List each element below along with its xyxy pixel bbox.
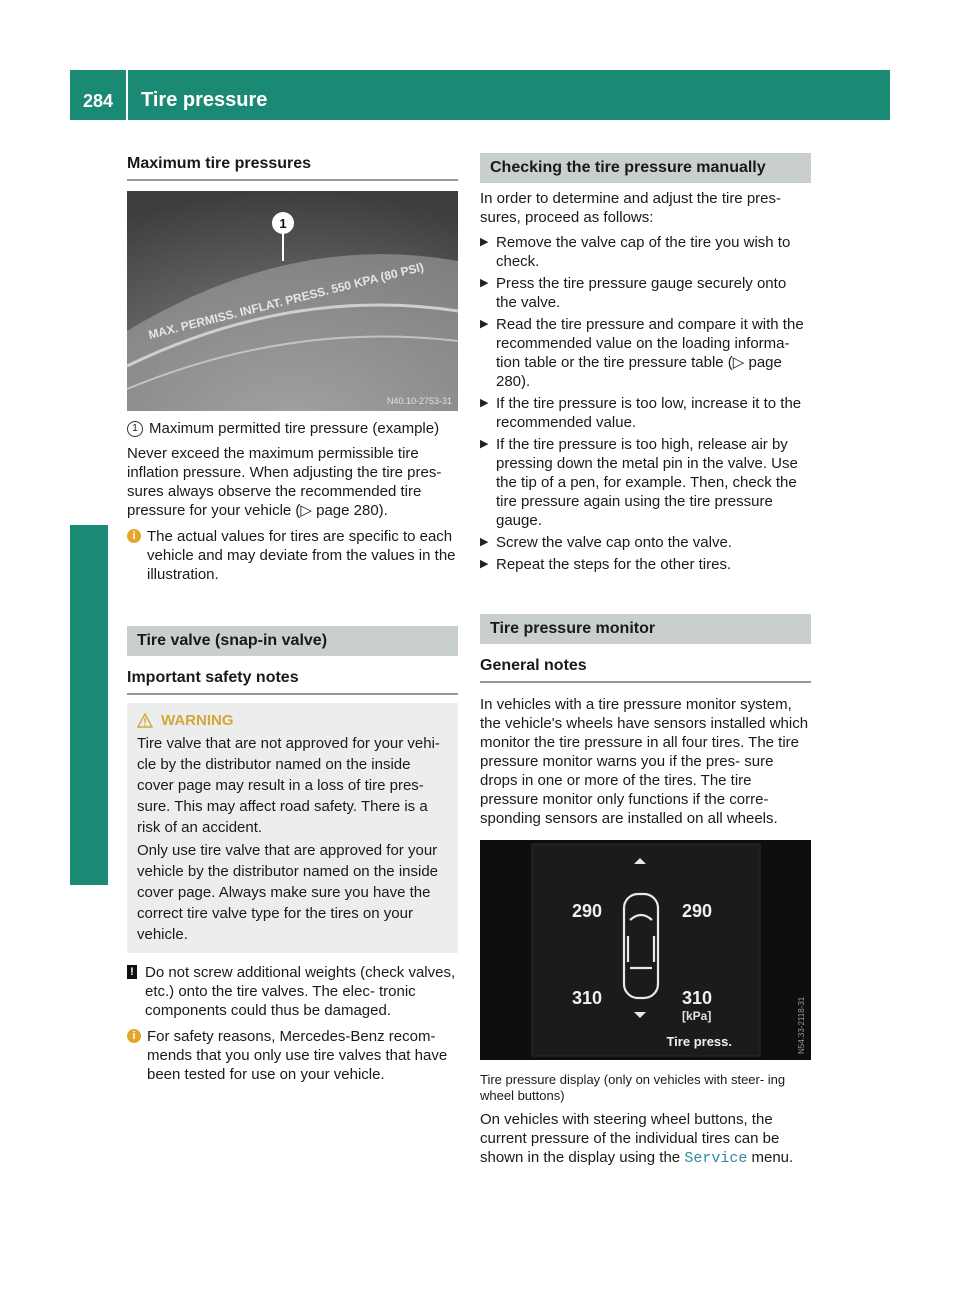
section-bar-tire-valve: Tire valve (snap-in valve) xyxy=(127,626,458,656)
callout-1: 1 xyxy=(279,216,287,231)
list-item: ▶ Press the tire pressure gauge securely onto the valve. xyxy=(480,275,787,311)
info-icon: i xyxy=(127,1029,141,1043)
left-column xyxy=(127,154,458,1084)
image-caption xyxy=(127,419,458,438)
warning-text-2: Only use tire valve that are approved for your vehicle by the distributor named on the inside cover page. Always make sure you have the correct tire valve type for the tires on your vehicle. xyxy=(137,842,439,943)
exclamation-icon: ! xyxy=(127,965,137,979)
intro-text: In order to determine and adjust the tire pres- sures, proceed as follows: xyxy=(480,190,781,226)
list-item: ▶ Screw the valve cap onto the valve. xyxy=(480,534,732,551)
section-bar-checking: Checking the tire pressure manually xyxy=(480,153,811,183)
sidewall-text: MAX. PERMISS. INFLAT. PRESS. 550 KPA (80 PSI) xyxy=(146,259,426,342)
warning-box xyxy=(127,703,458,953)
right-column xyxy=(480,153,811,1168)
display-caption: Tire pressure display (only on vehicles with steer- ing wheel buttons) xyxy=(480,1072,786,1103)
bullet-arrow-icon: ▶ xyxy=(480,277,489,289)
service-menu-term: Service xyxy=(684,1150,748,1167)
bullet-arrow-icon: ▶ xyxy=(480,438,489,450)
list-item: ▶ Remove the valve cap of the tire you wish to check. xyxy=(480,234,791,270)
page-title: Tire pressure xyxy=(141,89,268,111)
list-item: ▶ If the tire pressure is too high, release air by pressing down the metal pin in the valve. Use the tip of a pen, for example. Then, check the tire pressure again using the tire pressure gauge. xyxy=(480,436,798,529)
caption-text: Maximum permitted tire pressure (example) xyxy=(149,420,440,437)
display-label: Tire press. xyxy=(666,1034,732,1049)
warning-triangle-icon xyxy=(137,713,153,728)
warning-text-1: Tire valve that are not approved for your vehi- cle by the distributor named on the inside cover page may result in a loss of tire pres- sure. This may affect road safety. There is a risk of an accident. xyxy=(137,735,440,836)
bullet-arrow-icon: ▶ xyxy=(480,397,489,409)
front-left-pressure: 290 xyxy=(572,901,603,921)
section-title-general: General notes xyxy=(480,656,811,683)
info-note-2-text: For safety reasons, Mercedes-Benz recom- mends that you only use tire valves that have been tested for use on your vehicle. xyxy=(147,1028,448,1083)
list-item: ▶ Read the tire pressure and compare it with the recommended value on the loading informa- tion table or the tire pressure table (▷ page 280). xyxy=(480,316,804,390)
section-title-max-pressures: Maximum tire pressures xyxy=(127,154,458,181)
list-item: ▶ Repeat the steps for the other tires. xyxy=(480,556,732,573)
bullet-arrow-icon: ▶ xyxy=(480,536,489,548)
warning-heading: WARNING xyxy=(161,712,234,729)
header-divider xyxy=(126,70,128,120)
rear-left-pressure: 310 xyxy=(572,988,603,1008)
rear-right-pressure: 310 xyxy=(682,988,713,1008)
paragraph-monitor: In vehicles with a tire pressure monitor system, the vehicle's wheels have sensors installed which monitor the tire pressure in all four tires. The tire pressure monitor warns you if the pres- sure drops in one or more of the tires. The tire pressure monitor only functions if the corre- sponding sensors are installed on all wheels. xyxy=(480,696,809,827)
bullet-arrow-icon: ▶ xyxy=(480,558,489,570)
bullet-arrow-icon: ▶ xyxy=(480,236,489,248)
chapter-tab-label: Wheels and tires xyxy=(75,562,100,737)
callout-marker: 1 xyxy=(127,421,143,437)
section-bar-monitor: Tire pressure monitor xyxy=(480,614,811,644)
image-code: N40.10-2753-31 xyxy=(386,396,452,406)
warning-header xyxy=(137,711,448,730)
pressure-unit: [kPa] xyxy=(682,1009,712,1023)
list-item: ▶ If the tire pressure is too low, increase it to the recommended value. xyxy=(480,395,802,431)
tire-sidewall-image xyxy=(127,191,458,411)
info-note-2 xyxy=(127,1027,458,1084)
info-icon: i xyxy=(127,529,141,543)
info-note-1 xyxy=(127,527,458,584)
bullet-arrow-icon: ▶ xyxy=(480,318,489,330)
tire-pressure-display-image xyxy=(480,840,811,1060)
steps-list xyxy=(480,233,811,574)
info-note-1-text: The actual values for tires are specific to each vehicle and may deviate from the values in the illustration. xyxy=(147,528,456,583)
front-right-pressure: 290 xyxy=(682,901,713,921)
section-title-safety: Important safety notes xyxy=(127,668,458,695)
caution-note-text: Do not screw additional weights (check valves, etc.) onto the tire valves. The elec- tronic components could thus be damaged. xyxy=(145,964,456,1019)
caution-note xyxy=(127,963,458,1020)
display-image-code: N54.33-2118-31 xyxy=(797,996,806,1054)
paragraph-steering-buttons: On vehicles with steering wheel buttons, the current pressure of the individual tires can be shown in the display using the Service menu. xyxy=(480,1111,794,1167)
paragraph-never-exceed: Never exceed the maximum permissible tire inflation pressure. When adjusting the tire pres- sures always observe the recommended tire pressure for your vehicle (▷ page 280). xyxy=(127,445,442,519)
page-number: 284 xyxy=(82,91,114,111)
